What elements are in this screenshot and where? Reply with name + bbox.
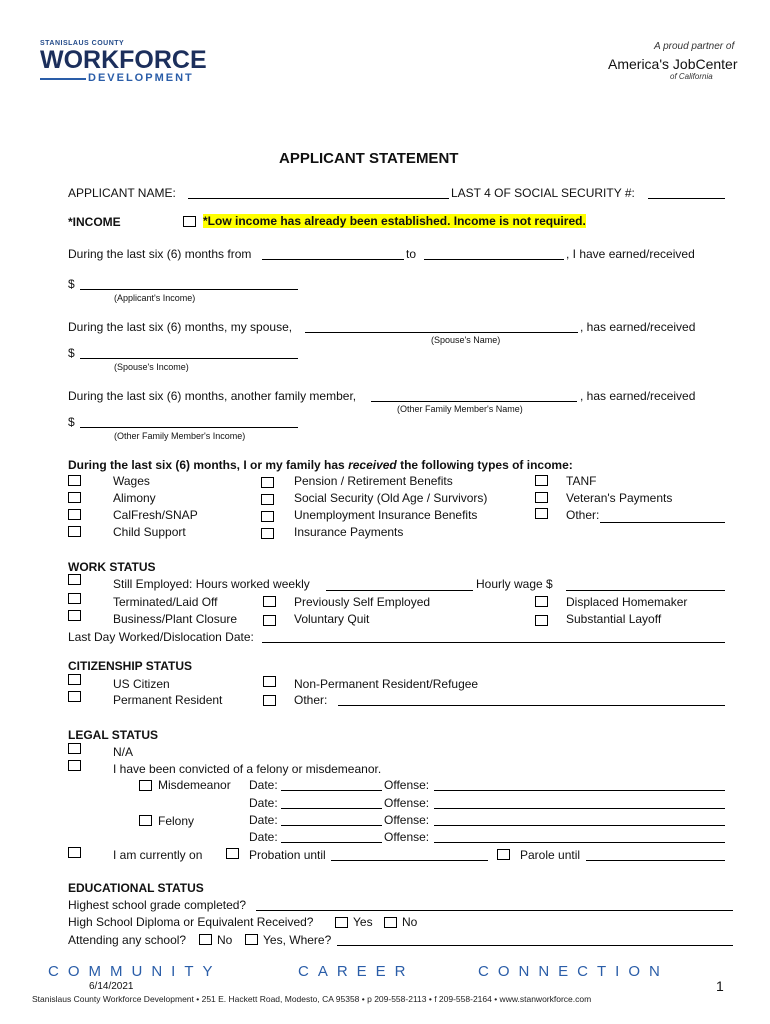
alimony-checkbox[interactable] (68, 492, 81, 503)
misdemeanor-offense-label-1: Offense: (384, 778, 430, 792)
attending-school-label: Attending any school? (68, 933, 187, 947)
workforce-logo: WORKFORCE (40, 46, 207, 74)
prev-self-employed-checkbox[interactable] (263, 596, 276, 607)
applicant-income-field[interactable] (80, 289, 298, 290)
misdemeanor-date-label-2: Date: (249, 796, 278, 810)
substantial-layoff-checkbox[interactable] (535, 615, 548, 626)
spouse-income-text: During the last six (6) months, my spouse, (68, 320, 293, 334)
voluntary-quit-label: Voluntary Quit (294, 612, 370, 626)
income-types-heading: During the last six (6) months, I or my family has received the following types of income: (68, 458, 573, 472)
tanf-label: TANF (566, 474, 597, 488)
page-number: 1 (716, 978, 724, 994)
misdemeanor-offense-field-2[interactable] (434, 808, 725, 809)
ssn-label: LAST 4 OF SOCIAL SECURITY #: (451, 186, 635, 200)
diploma-no-checkbox[interactable] (384, 917, 397, 928)
last-day-worked-label: Last Day Worked/Dislocation Date: (68, 630, 254, 644)
low-income-note: *Low income has already been established. Income is not required. (203, 214, 586, 228)
hours-weekly-field[interactable] (326, 590, 473, 591)
other-income-field[interactable] (600, 522, 725, 523)
terminated-checkbox[interactable] (68, 593, 81, 604)
attending-yes-where-label: Yes, Where? (263, 933, 332, 947)
us-citizen-label: US Citizen (113, 677, 170, 691)
dollar-sign: $ (68, 346, 75, 360)
legal-status-heading: LEGAL STATUS (68, 728, 158, 742)
other-income-label: Other: (566, 508, 600, 522)
citizenship-other-checkbox[interactable] (263, 695, 276, 706)
felony-date-label-2: Date: (249, 830, 278, 844)
voluntary-quit-checkbox[interactable] (263, 615, 276, 626)
logo-rule (40, 78, 86, 80)
other-earned-text: , has earned/received (580, 389, 696, 403)
applicant-income-from-text: During the last six (6) months from (68, 247, 252, 261)
business-closure-checkbox[interactable] (68, 610, 81, 621)
social-security-checkbox[interactable] (261, 494, 274, 505)
felony-date-field-1[interactable] (281, 825, 382, 826)
wages-label: Wages (113, 474, 150, 488)
income-from-date-field[interactable] (262, 259, 404, 260)
convicted-label: I have been convicted of a felony or misdemeanor. (113, 762, 382, 776)
dollar-sign: $ (68, 415, 75, 429)
insurance-payments-label: Insurance Payments (294, 525, 404, 539)
veterans-payments-checkbox[interactable] (535, 492, 548, 503)
dollar-sign: $ (68, 277, 75, 291)
probation-label: Probation until (249, 848, 326, 862)
veterans-payments-label: Veteran's Payments (566, 491, 673, 505)
low-income-checkbox[interactable] (183, 216, 196, 227)
calfresh-label: CalFresh/SNAP (113, 508, 198, 522)
citizenship-other-label: Other: (294, 693, 328, 707)
child-support-checkbox[interactable] (68, 526, 81, 537)
child-support-label: Child Support (113, 525, 186, 539)
attending-yes-checkbox[interactable] (245, 934, 258, 945)
substantial-layoff-label: Substantial Layoff (566, 612, 662, 626)
non-permanent-checkbox[interactable] (263, 676, 276, 687)
felony-label: Felony (158, 814, 195, 828)
americas-job-center-logo: America's JobCenter (608, 56, 738, 72)
applicant-name-field[interactable] (188, 198, 449, 199)
last-day-worked-field[interactable] (262, 642, 725, 643)
spouse-income-caption: (Spouse's Income) (114, 362, 189, 372)
misdemeanor-date-field-2[interactable] (281, 808, 382, 809)
attending-no-label: No (217, 933, 233, 947)
alimony-label: Alimony (113, 491, 156, 505)
other-member-income-text: During the last six (6) months, another family member, (68, 389, 357, 403)
highest-grade-label: Highest school grade completed? (68, 898, 247, 912)
misdemeanor-date-label-1: Date: (249, 778, 278, 792)
permanent-resident-checkbox[interactable] (68, 691, 81, 702)
parole-checkbox[interactable] (497, 849, 510, 860)
ssn-field[interactable] (648, 198, 725, 199)
probation-until-field[interactable] (331, 860, 488, 861)
other-member-name-field[interactable] (371, 401, 577, 402)
diploma-label: High School Diploma or Equivalent Received? (68, 915, 314, 929)
footer-band-career: CAREER (298, 963, 415, 980)
felony-offense-field-2[interactable] (434, 842, 725, 843)
parole-label: Parole until (520, 848, 581, 862)
school-where-field[interactable] (337, 945, 733, 946)
diploma-no-label: No (402, 915, 418, 929)
other-member-name-caption: (Other Family Member's Name) (397, 404, 523, 414)
felony-date-label-1: Date: (249, 813, 278, 827)
footer-address: Stanislaus County Workforce Development • 251 E. Hackett Road, Modesto, CA 95358 • p 209-558-2113 • f 209-558-2164 • www.stanworkforce.com (32, 994, 592, 1004)
diploma-yes-label: Yes (353, 915, 373, 929)
highest-grade-field[interactable] (256, 910, 733, 911)
still-employed-checkbox[interactable] (68, 574, 81, 585)
applicant-income-caption: (Applicant's Income) (114, 293, 196, 303)
legal-na-checkbox[interactable] (68, 743, 81, 754)
logo-development-text: DEVELOPMENT (88, 72, 194, 84)
footer-date: 6/14/2021 (89, 981, 134, 992)
felony-offense-field-1[interactable] (434, 825, 725, 826)
spouse-name-caption: (Spouse's Name) (431, 335, 501, 345)
diploma-yes-checkbox[interactable] (335, 917, 348, 928)
citizenship-heading: CITIZENSHIP STATUS (68, 659, 193, 673)
spouse-income-field[interactable] (80, 358, 298, 359)
currently-on-checkbox[interactable] (68, 847, 81, 858)
other-member-income-field[interactable] (80, 427, 298, 428)
permanent-resident-label: Permanent Resident (113, 693, 223, 707)
footer-band-community: COMMUNITY (48, 963, 222, 980)
felony-date-field-2[interactable] (281, 842, 382, 843)
work-status-heading: WORK STATUS (68, 560, 156, 574)
hourly-wage-label: Hourly wage $ (476, 577, 553, 591)
non-permanent-label: Non-Permanent Resident/Refugee (294, 677, 479, 691)
parole-until-field[interactable] (586, 860, 725, 861)
misdemeanor-checkbox[interactable] (139, 780, 152, 791)
terminated-label: Terminated/Laid Off (113, 595, 218, 609)
applicant-earned-text: , I have earned/received (566, 247, 695, 261)
prev-self-employed-label: Previously Self Employed (294, 595, 431, 609)
misdemeanor-date-field-1[interactable] (281, 790, 382, 791)
income-label: *INCOME (68, 215, 121, 229)
misdemeanor-label: Misdemeanor (158, 778, 231, 792)
displaced-homemaker-label: Displaced Homemaker (566, 595, 688, 609)
citizenship-other-field[interactable] (338, 705, 725, 706)
unemployment-label: Unemployment Insurance Benefits (294, 508, 478, 522)
legal-na-label: N/A (113, 745, 134, 759)
spouse-name-field[interactable] (305, 332, 578, 333)
footer-band-connection: CONNECTION (478, 963, 669, 980)
social-security-label: Social Security (Old Age / Survivors) (294, 491, 488, 505)
page-title: APPLICANT STATEMENT (279, 150, 459, 167)
us-citizen-checkbox[interactable] (68, 674, 81, 685)
currently-on-label: I am currently on (113, 848, 203, 862)
felony-offense-label-2: Offense: (384, 830, 430, 844)
unemployment-checkbox[interactable] (261, 511, 274, 522)
education-heading: EDUCATIONAL STATUS (68, 881, 204, 895)
applicant-name-label: APPLICANT NAME: (68, 186, 176, 200)
felony-checkbox[interactable] (139, 815, 152, 826)
income-to-date-field[interactable] (424, 259, 564, 260)
income-to-text: to (406, 247, 417, 261)
other-income-checkbox[interactable] (535, 508, 548, 519)
spouse-earned-text: , has earned/received (580, 320, 696, 334)
tanf-checkbox[interactable] (535, 475, 548, 486)
business-closure-label: Business/Plant Closure (113, 612, 238, 626)
convicted-checkbox[interactable] (68, 760, 81, 771)
insurance-payments-checkbox[interactable] (261, 528, 274, 539)
pension-checkbox[interactable] (261, 477, 274, 488)
felony-offense-label-1: Offense: (384, 813, 430, 827)
misdemeanor-offense-label-2: Offense: (384, 796, 430, 810)
hourly-wage-field[interactable] (566, 590, 725, 591)
ajc-subtitle: of California (670, 72, 713, 81)
probation-checkbox[interactable] (226, 848, 239, 859)
pension-label: Pension / Retirement Benefits (294, 474, 453, 488)
partner-text: A proud partner of (654, 41, 735, 52)
attending-no-checkbox[interactable] (199, 934, 212, 945)
wages-checkbox[interactable] (68, 475, 81, 486)
other-member-income-caption: (Other Family Member's Income) (114, 431, 246, 441)
misdemeanor-offense-field-1[interactable] (434, 790, 725, 791)
still-employed-label: Still Employed: Hours worked weekly (113, 577, 310, 591)
logo-county-text: STANISLAUS COUNTY (40, 40, 125, 47)
calfresh-checkbox[interactable] (68, 509, 81, 520)
displaced-homemaker-checkbox[interactable] (535, 596, 548, 607)
